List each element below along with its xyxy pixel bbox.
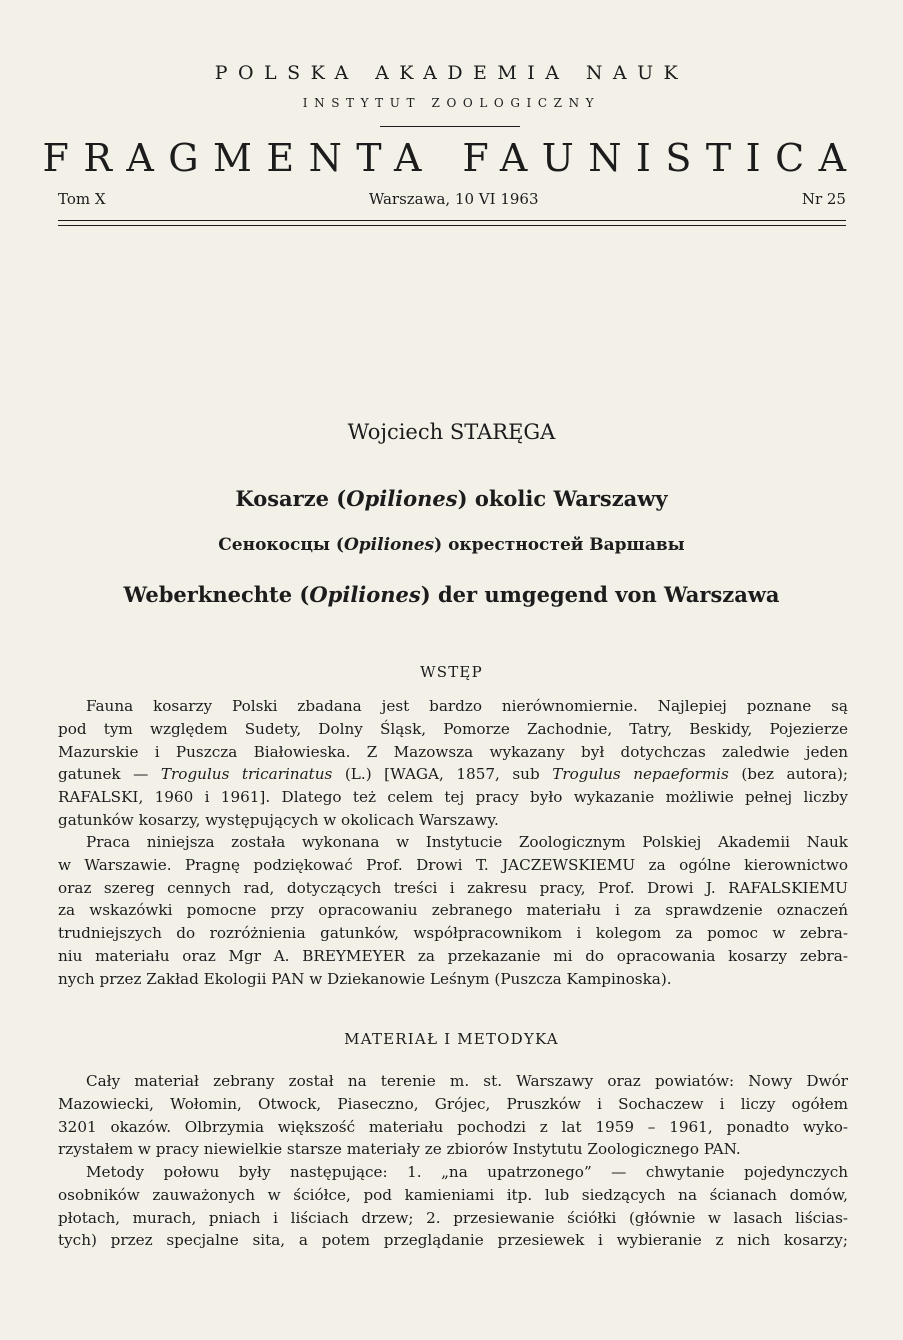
title-polish-pre: Kosarze (	[235, 486, 347, 511]
title-russian-post: ) окрестностей Варшавы	[434, 535, 685, 555]
species-name: Trogulus tricarinatus	[160, 765, 333, 784]
text-run: (bez autora);	[728, 765, 848, 784]
title-polish-taxon: Opiliones	[346, 486, 458, 511]
text-line	[58, 877, 848, 900]
text-line	[58, 786, 848, 809]
title-german-post: ) der umgegend von Warszawa	[420, 582, 780, 607]
text-line: nych przez Zakład Ekologii PAN w Dziekanowie Leśnym (Puszcza Kampinoska).	[58, 969, 672, 988]
text-line: 3201 okazów. Olbrzymia większość materiału pochodzi z lat 1959 – 1961, ponadto wyko-	[58, 1117, 848, 1136]
text-run: niu materiału oraz Mgr A.	[58, 946, 303, 965]
title-russian-pre: Сенокосцы (	[218, 535, 344, 555]
text-line: za wskazówki pomocne przy opracowaniu zebranego materiału i za sprawdzenie oznaczeń	[58, 901, 848, 920]
title-german-taxon: Opiliones	[309, 582, 421, 607]
author-name	[0, 420, 903, 444]
text-line	[58, 854, 848, 877]
text-line: Mazurskie i Puszcza Białowieska. Z Mazowsza wykazany był dotychczas zaledwie jeden	[58, 742, 848, 761]
intro-paragraph-2	[58, 831, 848, 991]
section-heading-method: MATERIAŁ I METODYKA	[344, 1030, 559, 1048]
title-polish-post: ) okolic Warszawy	[457, 486, 668, 511]
volume-label: Tom X	[58, 190, 106, 208]
text-line: rzystałem w pracy niewielkie starsze materiały ze zbiorów Instytutu Zoologicznego PAN.	[58, 1140, 741, 1159]
text-run: , 1960 i 1961]. Dlatego też celem tej pracy było wykazanie możliwie pełnej liczby	[138, 788, 848, 807]
text-line: płotach, murach, pniach i liściach drzew; 2. przesiewanie ściółki (głównie w lasach liścias-	[58, 1208, 848, 1227]
title-german	[0, 582, 903, 607]
text-line: Praca niniejsza została wykonana w Instytucie Zoologicznym Polskiej Akademii Nauk	[86, 833, 848, 851]
cited-person: RAFALSKIEMU	[728, 878, 848, 897]
text-run: w Warszawie. Pragnę podziękować Prof. Drowi T.	[58, 855, 503, 874]
cited-person: BREYMEYER	[302, 946, 406, 965]
text-line: gatunków kosarzy, występujących w okolicach Warszawy.	[58, 810, 499, 829]
text-line	[58, 945, 848, 968]
title-russian-taxon: Opiliones	[343, 535, 435, 555]
species-name: Trogulus nepaeformis	[552, 765, 729, 784]
author-first-name: Wojciech	[347, 420, 444, 444]
issue-number: Nr 25	[801, 190, 846, 208]
text-line: Mazowiecki, Wołomin, Otwock, Piaseczno, Grójec, Pruszków i Sochaczew i liczy ogółem	[58, 1094, 848, 1113]
text-run: za ogólne kierownictwo	[635, 855, 848, 874]
title-german-pre: Weberknechte (	[123, 582, 310, 607]
title-polish	[0, 486, 903, 511]
title-russian	[0, 535, 903, 555]
institute-name: INSTYTUT ZOOLOGICZNY	[302, 96, 601, 110]
section-heading-intro: WSTĘP	[420, 663, 483, 681]
text-run: (L.) [WAGA, 1857, sub	[332, 765, 553, 784]
issue-info	[58, 190, 846, 208]
place-date: Warszawa, 10 VI 1963	[368, 190, 539, 208]
intro-paragraph-1	[58, 695, 848, 832]
text-line: Fauna kosarzy Polski zbadana jest bardzo nierównomiernie. Najlepiej poznane są	[86, 697, 848, 715]
text-line: trudniejszych do rozróżnienia gatunków, współpracownikom i kolegom za pomoc w zebra-	[58, 924, 848, 943]
text-line	[58, 763, 848, 786]
masthead-double-rule	[58, 220, 846, 226]
method-paragraph-1	[58, 1070, 848, 1161]
text-line: Metody połowu były następujące: 1. „na upatrzonego” — chwytanie pojedynczych	[86, 1163, 848, 1181]
method-paragraph-2	[58, 1161, 848, 1252]
cited-author: RAFALSKI	[58, 788, 139, 807]
header-divider	[380, 126, 520, 127]
text-line: tych) przez specjalne sita, a potem przeglądanie przesiewek i wybieranie z nich kosarzy;	[58, 1231, 848, 1250]
academy-name: POLSKA AKADEMIA NAUK	[214, 62, 689, 84]
text-run: za przekazanie mi do opracowania kosarzy zebra-	[405, 946, 848, 965]
cited-person: JACZEWSKIEMU	[502, 855, 636, 874]
text-line: pod tym względem Sudety, Dolny Śląsk, Pomorze Zachodnie, Tatry, Beskidy, Pojezierze	[58, 719, 848, 738]
text-line: Cały materiał zebrany został na terenie m. st. Warszawy oraz powiatów: Nowy Dwór	[86, 1072, 848, 1090]
journal-title: FRAGMENTA FAUNISTICA	[42, 136, 861, 180]
text-line: osobników zauważonych w ściółce, pod kamieniami itp. lub siedzących na ścianach domów,	[58, 1185, 848, 1204]
author-last-name: STARĘGA	[449, 420, 556, 444]
text-run: oraz szereg cennych rad, dotyczących treści i zakresu pracy, Prof. Drowi J.	[58, 878, 729, 897]
text-run: gatunek —	[58, 765, 161, 784]
